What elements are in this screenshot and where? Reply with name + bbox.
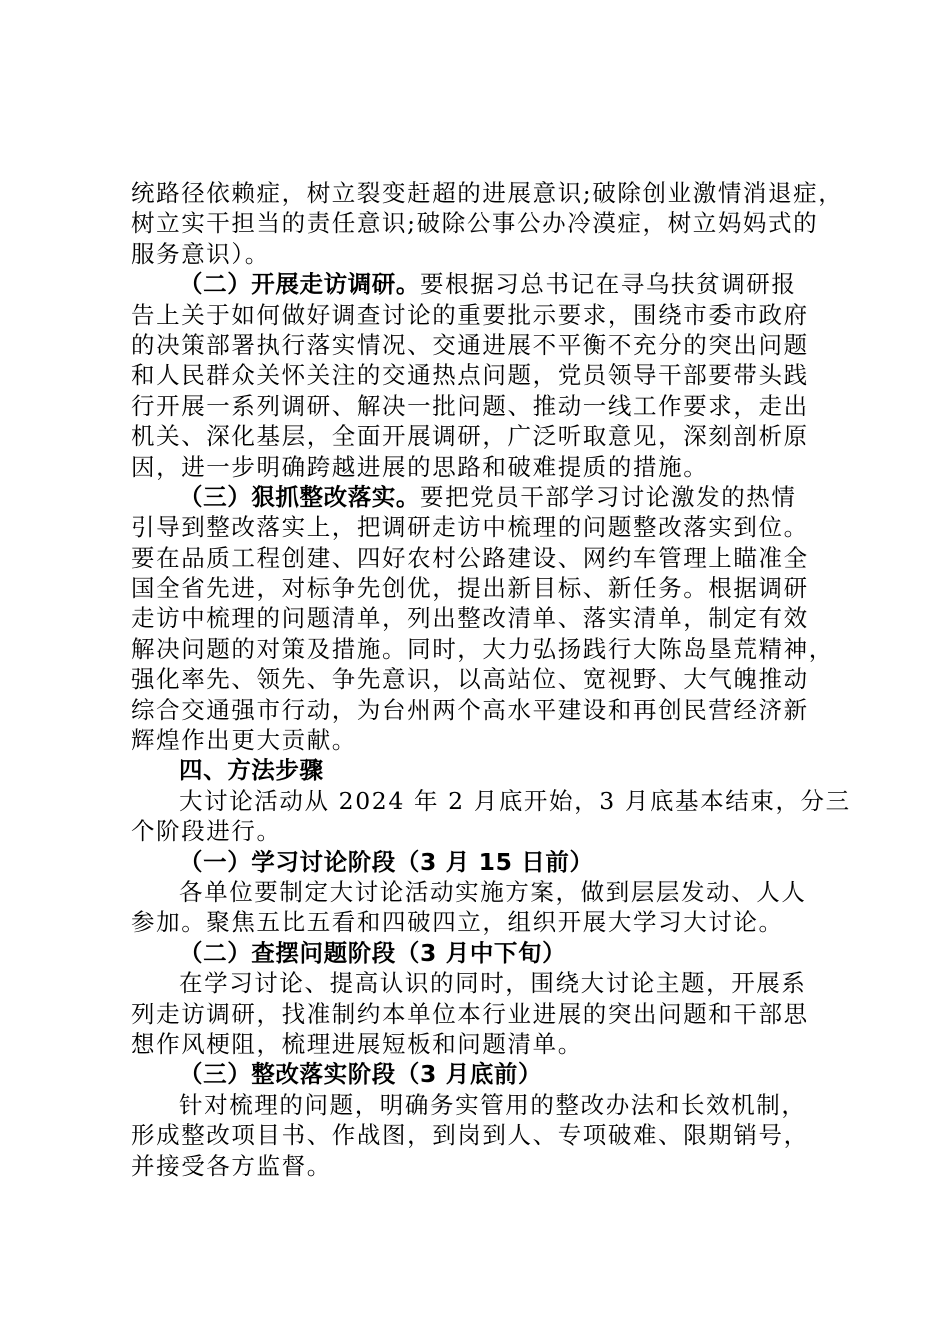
stage-heading: （一）学习讨论阶段（3 月 15 日前） [179,847,594,876]
text-line [131,269,841,299]
text-line: 和人民群众关怀关注的交通热点问题，党员领导干部要带头践 [131,361,809,390]
text-line: 个阶段进行。 [131,817,282,846]
paragraph-stage-rectify [131,1090,841,1181]
paragraph-lead-heading: （三）狠抓整改落实。 [179,482,420,511]
text-line: 辉煌作出更大贡献。 [131,726,357,755]
text-line: 各单位要制定大讨论活动实施方案，做到层层发动、人人 [179,877,807,906]
text-line: 综合交通强市行动，为台州两个高水平建设和再创民营经济新 [131,695,809,724]
paragraph-lead-heading: （二）开展走访调研。 [179,270,420,299]
text-line: 列走访调研，找准制约本单位本行业进展的突出问题和干部思 [131,999,809,1028]
text-line: 解决问题的对策及措施。同时，大力弘扬践行大陈岛垦荒精神， [131,634,834,663]
section-heading: 四、方法步骤 [179,756,324,785]
text-line: 走访中梳理的问题清单，列出整改清单、落实清单，制定有效 [131,604,809,633]
paragraph-stage-study [131,877,841,938]
text-line: 服务意识）。 [131,239,270,268]
text-line: 告上关于如何做好调查讨论的重要批示要求，围绕市委市政府 [131,300,809,329]
paragraph-lead-text: 要把党员干部学习讨论激发的热情 [420,482,797,511]
text-line: 大讨论活动从 2024 年 2 月底开始，3 月底基本结束，分三 [179,786,851,815]
paragraph-field-research [131,269,841,482]
stage-heading: （三）整改落实阶段（3 月底前） [179,1060,543,1089]
text-line: 强化率先、领先、争先意识，以高站位、宽视野、大气魄推动 [131,665,809,694]
document-page [131,178,851,1181]
text-line: 并接受各方监督。 [131,1151,332,1180]
text-line: 国全省先进，对标争先创优，提出新目标、新任务。根据调研 [131,574,809,603]
text-line: 形成整改项目书、作战图，到岗到人、专项破难、限期销号， [131,1121,809,1150]
text-line: 想作风梗阻，梳理进展短板和问题清单。 [131,1029,583,1058]
paragraph-rectification [131,482,841,756]
text-line: 要在品质工程创建、四好农村公路建设、网约车管理上瞄准全 [131,543,809,572]
text-line: 的决策部署执行落实情况、交通进展不平衡不充分的突出问题 [131,330,809,359]
text-line: 引导到整改落实上，把调研走访中梳理的问题整改落实到位。 [131,513,809,542]
text-line: 参加。聚焦五比五看和四破四立，组织开展大学习大讨论。 [131,908,784,937]
paragraph-schedule [131,786,851,847]
text-line: 因，进一步明确跨越进展的思路和破难提质的措施。 [131,452,709,481]
paragraph-stage-problems [131,968,841,1059]
paragraph-mindset-continued [131,178,844,269]
text-line: 行开展一系列调研、解决一批问题、推动一线工作要求，走出 [131,391,809,420]
text-line [131,482,841,512]
stage-heading: （二）查摆问题阶段（3 月中下旬） [179,938,567,967]
text-line: 树立实干担当的责任意识;破除公事公办冷漠症，树立妈妈式的 [131,209,819,238]
text-line: 统路径依赖症，树立裂变赶超的进展意识;破除创业激情消退症， [131,179,844,207]
text-line: 针对梳理的问题，明确务实管用的整改办法和长效机制， [179,1090,807,1119]
paragraph-lead-text: 要根据习总书记在寻乌扶贫调研报 [420,270,797,299]
text-line: 机关、深化基层，全面开展调研，广泛听取意见，深刻剖析原 [131,422,809,451]
text-line: 在学习讨论、提高认识的同时，围绕大讨论主题，开展系 [179,969,807,998]
